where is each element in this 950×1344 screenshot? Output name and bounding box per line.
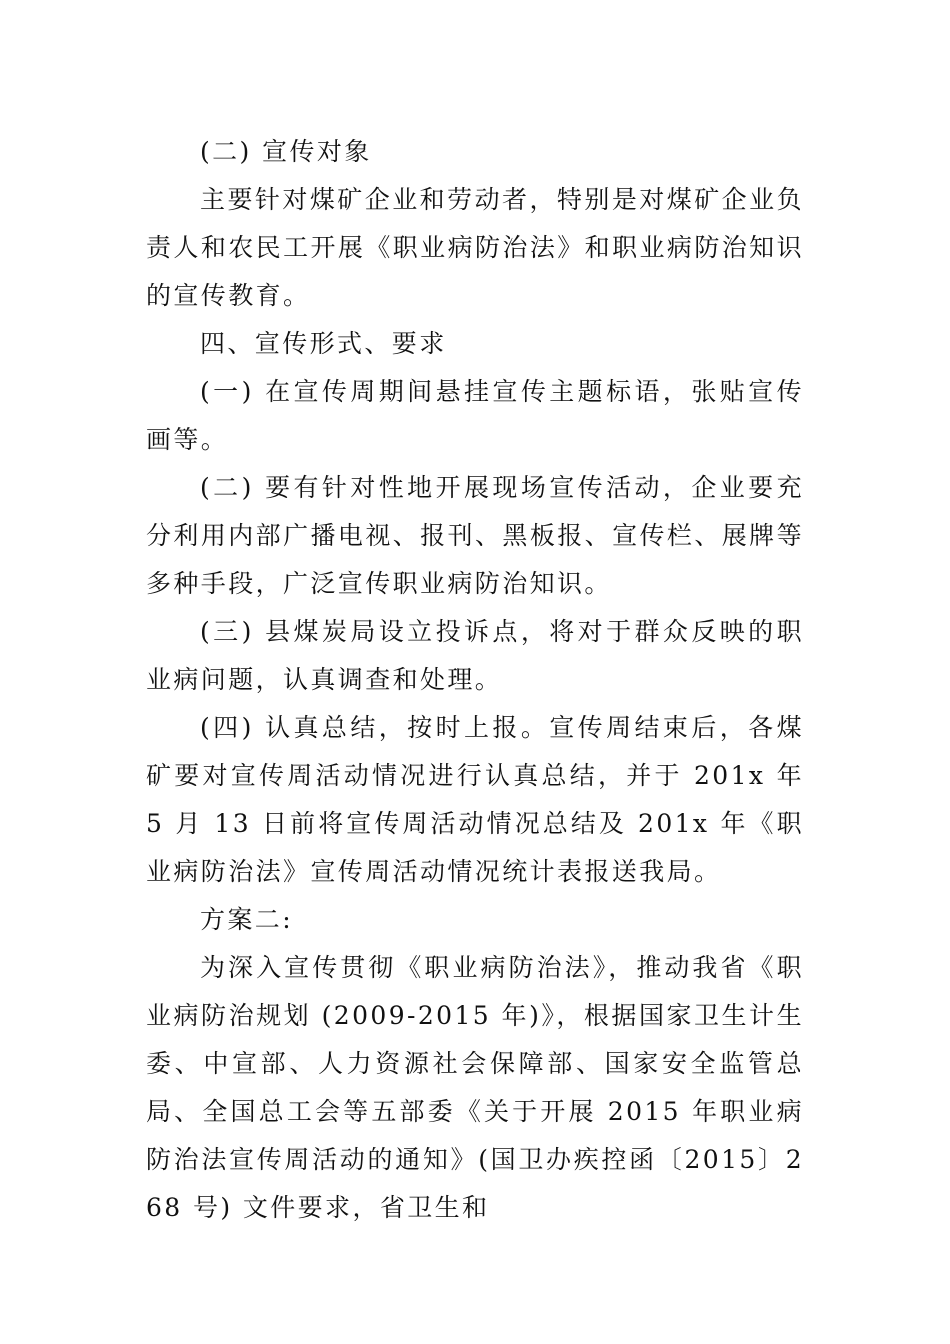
paragraph-requirement-3: (三) 县煤炭局设立投诉点，将对于群众反映的职业病问题，认真调查和处理。 xyxy=(146,617,804,694)
heading-plan-two: 方案二: xyxy=(200,905,294,934)
heading-publicity-forms: 四、宣传形式、要求 xyxy=(200,329,447,358)
heading-publicity-target: (二) 宣传对象 xyxy=(200,137,372,166)
paragraph-requirement-2: (二) 要有针对性地开展现场宣传活动，企业要充分利用内部广播电视、报刊、黑板报、宣传栏、展牌等多种手段，广泛宣传职业病防治知识。 xyxy=(146,473,804,598)
document-body xyxy=(146,128,804,1232)
paragraph-target-description: 主要针对煤矿企业和劳动者，特别是对煤矿企业负责人和农民工开展《职业病防治法》和职业病防治知识的宣传教育。 xyxy=(146,185,804,310)
paragraph-requirement-4: (四) 认真总结，按时上报。宣传周结束后，各煤矿要对宣传周活动情况进行认真总结，并于 201x 年 5 月 13 日前将宣传周活动情况总结及 201x 年《职业病防治法》宣传周活动情况统计表报送我局。 xyxy=(146,713,804,886)
paragraph-plan-two-intro: 为深入宣传贯彻《职业病防治法》，推动我省《职业病防治规划 (2009-2015 年)》，根据国家卫生计生委、中宣部、人力资源社会保障部、国家安全监管总局、全国总工会等五部委《关于开展 2015 年职业病防治法宣传周活动的通知》(国卫办疾控函〔2015〕268 号) 文件要求，省卫生和 xyxy=(146,953,804,1222)
paragraph-requirement-1: (一) 在宣传周期间悬挂宣传主题标语，张贴宣传画等。 xyxy=(146,377,804,454)
